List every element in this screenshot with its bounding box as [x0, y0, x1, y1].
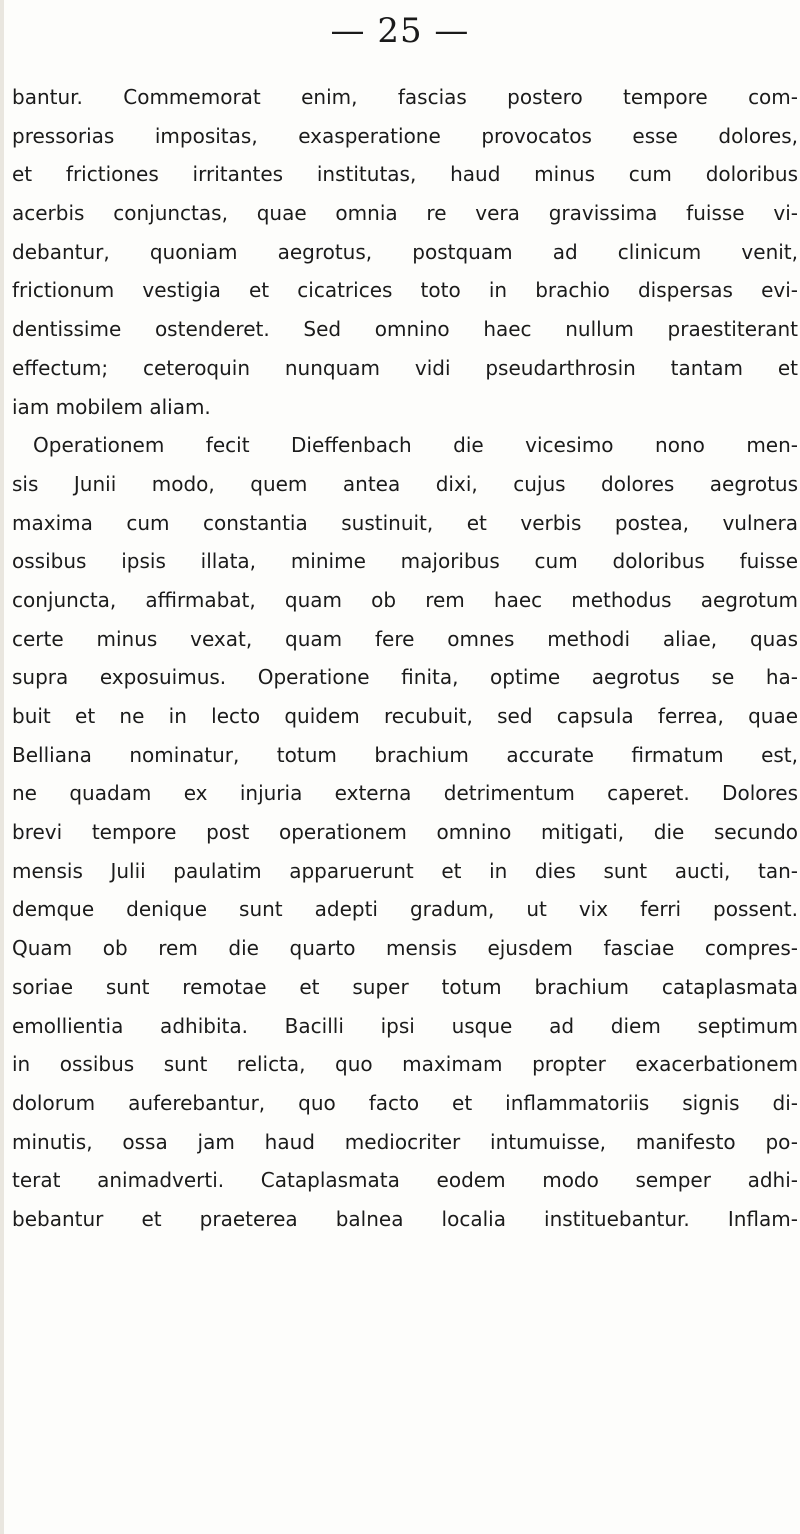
text-line: emollientia adhibita. Bacilli ipsi usque ad diem septimum: [12, 1013, 798, 1038]
text-line: ossibus ipsis illata, minime majoribus cum doloribus fuisse: [12, 549, 798, 574]
page-number-header: — 25 —: [330, 11, 470, 51]
text-line: soriae sunt remotae et super totum brachium cataplasmata: [12, 974, 798, 999]
text-line: buit et ne in lecto quidem recubuit, sed capsula ferrea, quae: [12, 704, 798, 728]
text-line: debantur, quoniam aegrotus, postquam ad clinicum venit,: [12, 239, 798, 264]
text-line: sis Junii modo, quem antea dixi, cujus dolores aegrotus: [12, 471, 798, 496]
text-line: maxima cum constantia sustinuit, et verbis postea, vulnera: [12, 510, 798, 535]
text-line: demque denique sunt adepti gradum, ut vix ferri possent.: [12, 897, 798, 922]
page-edge: [0, 0, 4, 1534]
text-line: Quam ob rem die quarto mensis ejusdem fasciae compres-: [12, 936, 798, 961]
text-line: certe minus vexat, quam fere omnes methodi aliae, quas: [12, 626, 798, 651]
text-line: minutis, ossa jam haud mediocriter intumuisse, manifesto po-: [12, 1129, 798, 1154]
text-line: dolorum auferebantur, quo facto et inflammatoriis signis di-: [12, 1090, 798, 1115]
text-line: iam mobilem aliam.: [12, 394, 211, 419]
text-line: acerbis conjunctas, quae omnia re vera gravissima fuisse vi-: [12, 201, 798, 226]
text-line: conjuncta, affirmabat, quam ob rem haec methodus aegrotum: [12, 587, 798, 612]
text-line: Belliana nominatur, totum brachium accurate firmatum est,: [12, 742, 798, 767]
text-line: in ossibus sunt relicta, quo maximam propter exacerbationem: [12, 1052, 798, 1077]
text-line: et frictiones irritantes institutas, haud minus cum doloribus: [12, 162, 798, 187]
text-line: ne quadam ex injuria externa detrimentum caperet. Dolores: [12, 781, 798, 806]
text-line: supra exposuimus. Operatione finita, optime aegrotus se ha-: [12, 665, 798, 690]
body-text: [12, 78, 798, 1239]
text-line: dentissime ostenderet. Sed omnino haec nullum praestiterant: [12, 317, 798, 342]
text-line: Operationem fecit Dieffenbach die vicesimo nono men-: [33, 433, 798, 458]
text-line: mensis Julii paulatim apparuerunt et in dies sunt aucti, tan-: [12, 858, 798, 883]
text-line: frictionum vestigia et cicatrices toto in brachio dispersas evi-: [12, 278, 798, 303]
text-line: brevi tempore post operationem omnino mitigati, die secundo: [12, 820, 798, 845]
text-line: terat animadverti. Cataplasmata eodem modo semper adhi-: [12, 1168, 798, 1193]
text-line: bantur. Commemorat enim, fascias postero tempore com-: [12, 85, 798, 109]
text-line: bebantur et praeterea balnea localia instituebantur. Inflam-: [12, 1206, 798, 1231]
text-line: pressorias impositas, exasperatione provocatos esse dolores,: [12, 123, 798, 148]
text-line: effectum; ceteroquin nunquam vidi pseudarthrosin tantam et: [12, 355, 798, 380]
